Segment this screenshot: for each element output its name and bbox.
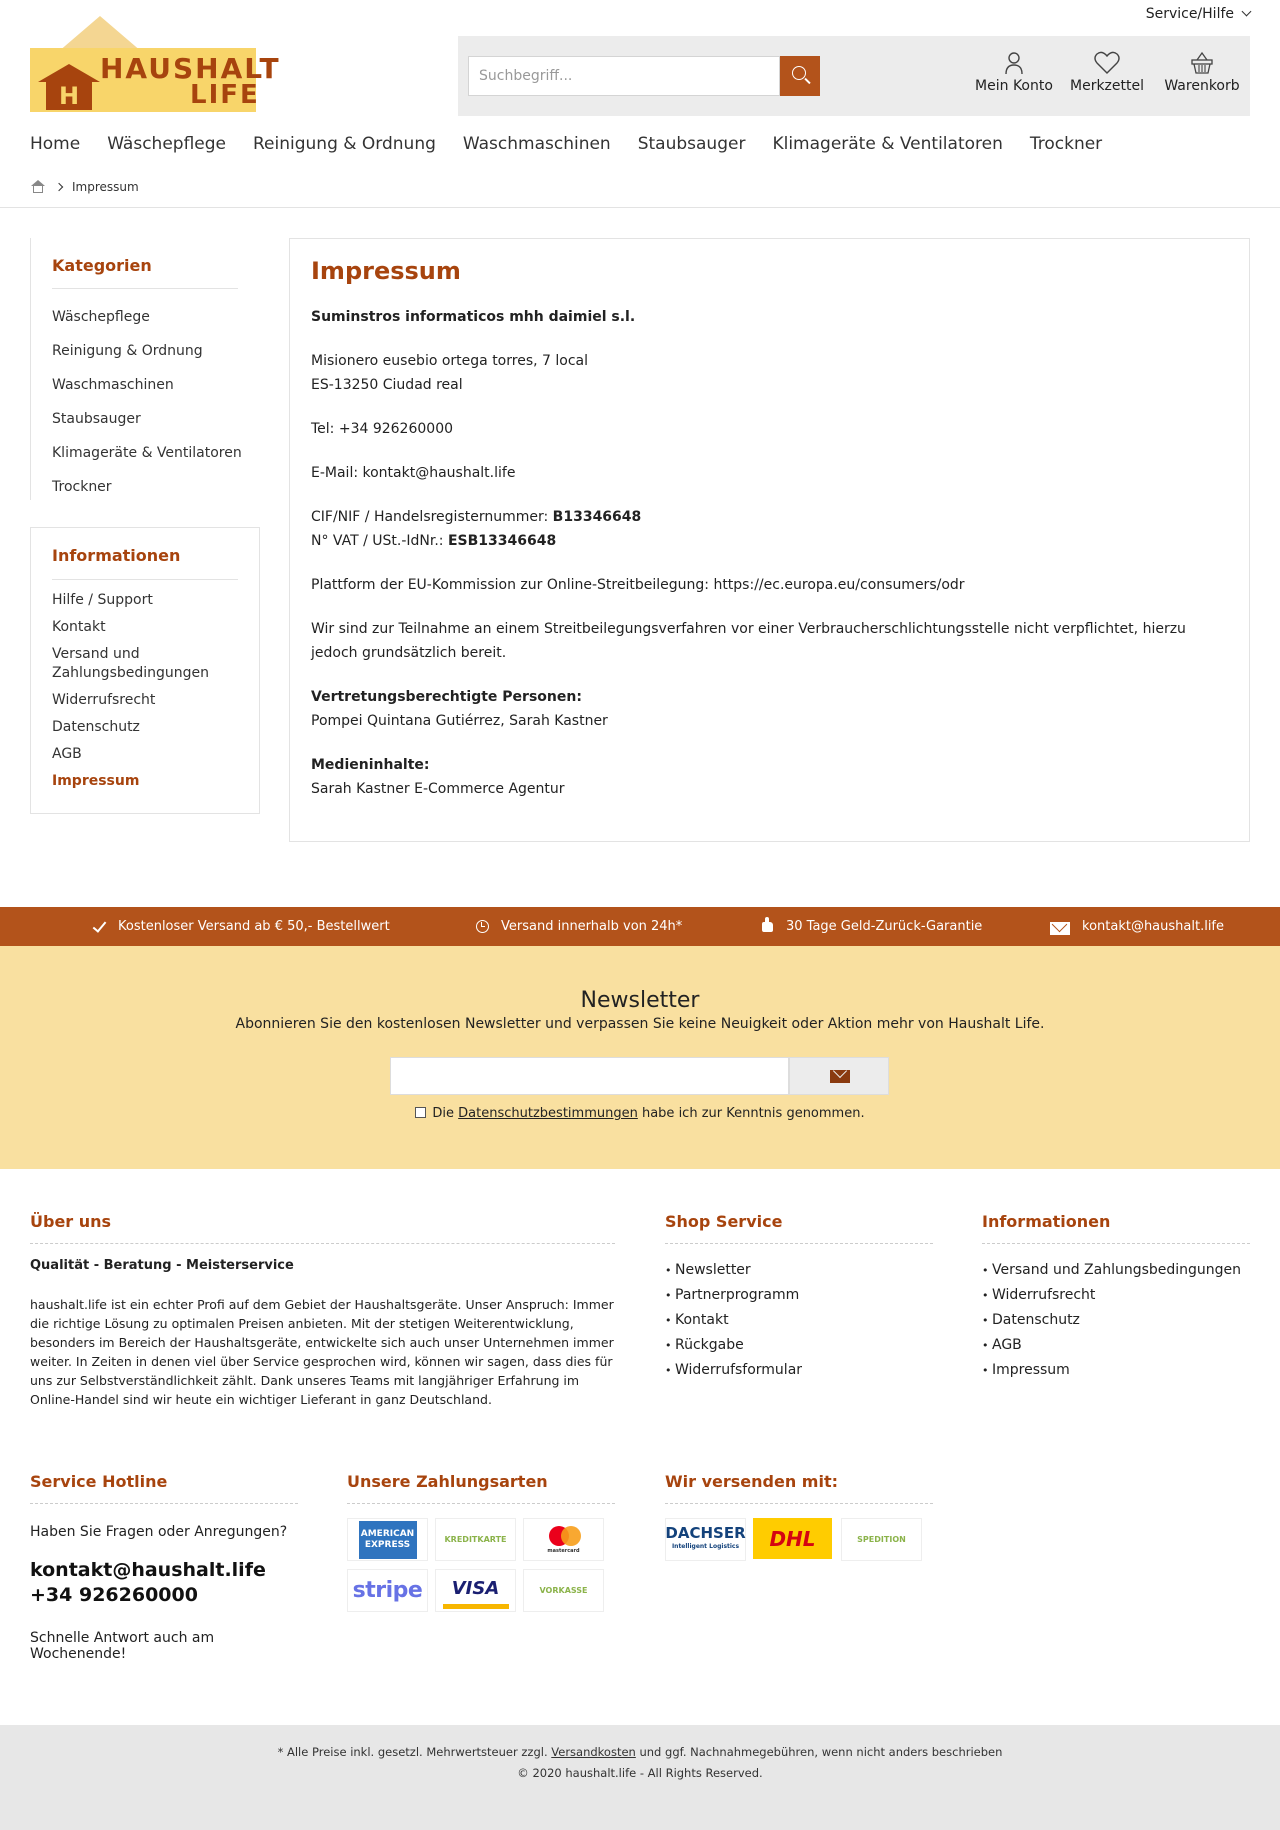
visa-logo: VISA xyxy=(435,1569,516,1612)
newsletter-email-input[interactable] xyxy=(390,1057,789,1095)
service-help-menu[interactable] xyxy=(1146,6,1250,22)
cart-button[interactable] xyxy=(1162,50,1242,94)
footer-info-heading: Informationen xyxy=(982,1212,1250,1244)
hotline-heading: Service Hotline xyxy=(30,1472,298,1504)
nav-waeschepflege[interactable]: Wäschepflege xyxy=(107,134,226,154)
home-icon[interactable] xyxy=(30,180,46,194)
payments-heading: Unsere Zahlungsarten xyxy=(347,1472,615,1504)
mastercard-logo: mastercard xyxy=(523,1518,604,1561)
footer-shipping xyxy=(665,1472,933,1561)
footer-bottom xyxy=(0,1725,1280,1830)
benefit-24h-shipping xyxy=(475,907,682,946)
footer-link-impressum[interactable]: • Impressum xyxy=(982,1358,1250,1383)
search-button[interactable] xyxy=(780,56,820,96)
benefit-money-back xyxy=(760,907,982,946)
footer-about xyxy=(30,1212,615,1409)
sidebar-item-kontakt[interactable]: Kontakt xyxy=(52,619,106,635)
newsletter-consent xyxy=(0,1106,1280,1121)
hotline-email[interactable]: kontakt@haushalt.life xyxy=(30,1559,266,1581)
divider xyxy=(52,288,238,289)
header-divider xyxy=(0,207,1280,208)
logo-text-life: LIFE xyxy=(190,80,260,110)
consent-text: Die xyxy=(432,1106,459,1121)
sidebar-item-trockner[interactable]: Trockner xyxy=(52,479,112,495)
sidebar-item-widerrufsrecht[interactable]: Widerrufsrecht xyxy=(52,692,156,708)
stripe-logo: stripe xyxy=(347,1569,428,1612)
sidebar-item-waeschepflege[interactable]: Wäschepflege xyxy=(52,309,150,325)
kreditkarte-logo: KREDITKARTE xyxy=(435,1518,516,1561)
email-text: E-Mail: kontakt@haushalt.life xyxy=(311,465,516,481)
hotline-note: Schnelle Antwort auch am Wochenende! xyxy=(30,1630,215,1662)
benefits-bar xyxy=(0,907,1280,946)
dispute-text: Wir sind zur Teilnahme an einem Streitbeilegungsverfahren vor einer Verbraucherschlichtungsstelle nicht verpflichtet, hierzu jedoch grundsätzlich bereit. xyxy=(311,621,1186,661)
vat-label: N° VAT / USt.-IdNr.: xyxy=(311,533,448,549)
categories-heading: Kategorien xyxy=(52,256,152,275)
phone-text: Tel: +34 926260000 xyxy=(311,421,454,437)
clock-icon xyxy=(475,919,491,935)
privacy-link[interactable]: Datenschutzbestimmungen xyxy=(458,1106,638,1121)
wishlist-label: Merkzettel xyxy=(1070,78,1144,94)
hotline-phone[interactable]: +34 926260000 xyxy=(30,1584,198,1606)
sidebar-item-impressum[interactable]: Impressum xyxy=(52,773,140,789)
footer-link-partnerprogramm[interactable]: • Partnerprogramm xyxy=(665,1283,933,1308)
price-notice: * Alle Preise inkl. gesetzl. Mehrwertsteuer zzgl. Versandkosten und ggf. Nachnahmegebühren, wenn nicht anders beschrieben xyxy=(277,1745,1003,1759)
newsletter-submit-button[interactable] xyxy=(789,1057,889,1095)
sidebar-item-staubsauger[interactable]: Staubsauger xyxy=(52,411,141,427)
cif-label: CIF/NIF / Handelsregisternummer: xyxy=(311,509,553,525)
newsletter-form xyxy=(390,1057,890,1095)
copyright: © 2020 haushalt.life - All Rights Reserved. xyxy=(517,1766,763,1780)
sidebar-item-versand[interactable]: Versand und Zahlungsbedingungen xyxy=(52,646,210,681)
footer-link-widerrufsformular[interactable]: • Widerrufsformular xyxy=(665,1358,933,1383)
about-lead: Qualität - Beratung - Meisterservice xyxy=(30,1258,294,1273)
sidebar-item-hilfe[interactable]: Hilfe / Support xyxy=(52,592,153,608)
newsletter-section xyxy=(0,946,1280,1169)
shipping-heading: Wir versenden mit: xyxy=(665,1472,933,1504)
search-box xyxy=(468,56,780,96)
basket-icon xyxy=(1162,50,1242,76)
nav-waschmaschinen[interactable]: Waschmaschinen xyxy=(462,134,611,154)
breadcrumb-current: Impressum xyxy=(72,180,139,194)
benefit-text: kontakt@haushalt.life xyxy=(1082,919,1225,934)
sidebar-item-reinigung[interactable]: Reinigung & Ordnung xyxy=(52,343,203,359)
sidebar-item-klimageraete[interactable]: Klimageräte & Ventilatoren xyxy=(52,445,242,461)
main-navigation xyxy=(30,134,1129,154)
hotline-question: Haben Sie Fragen oder Anregungen? xyxy=(30,1524,288,1540)
footer-link-rueckgabe[interactable]: • Rückgabe xyxy=(665,1333,933,1358)
logo-roof-shape xyxy=(58,16,142,52)
representatives-text: Pompei Quintana Gutiérrez, Sarah Kastner xyxy=(311,713,608,729)
address-line-1: Misionero eusebio ortega torres, 7 local xyxy=(311,353,588,369)
benefit-free-shipping xyxy=(92,907,390,946)
odr-text: Plattform der EU-Kommission zur Online-Streitbeilegung: https://ec.europa.eu/consumers/odr xyxy=(311,577,965,593)
envelope-icon xyxy=(830,1070,850,1083)
logo-house-icon: H xyxy=(38,64,100,110)
nav-trockner[interactable]: Trockner xyxy=(1029,134,1103,154)
sidebar-item-datenschutz[interactable]: Datenschutz xyxy=(52,719,140,735)
vorkasse-logo: VORKASSE xyxy=(523,1569,604,1612)
footer-link-newsletter[interactable]: • Newsletter xyxy=(665,1258,933,1283)
footer-payments xyxy=(347,1472,615,1612)
impressum-content xyxy=(289,238,1250,842)
vat-value: ESB13346648 xyxy=(447,533,557,549)
footer-link-kontakt[interactable]: • Kontakt xyxy=(665,1308,933,1333)
breadcrumb xyxy=(30,180,139,194)
media-heading: Medieninhalte: xyxy=(311,757,430,773)
media-text: Sarah Kastner E-Commerce Agentur xyxy=(311,781,565,797)
amex-logo: AMERICAN EXPRESS xyxy=(347,1518,428,1561)
envelope-icon xyxy=(1050,919,1072,935)
about-text: haushalt.life ist ein echter Profi auf dem Gebiet der Haushaltsgeräte. Unser Anspruch: Immer die richtige Lösung zu optimalen Preisen anbieten. Mit der stetigen Weiterentwicklung, besonders im Bereich der Haushaltsgeräte, entwickelte sich auch unser Unternehmen immer weiter. In Zeiten in denen viel über Service gesprochen wird, können wir sagen, dass dies für uns zur Selbstverständlichkeit zählt. Dank unseres Teams mit langjähriger Erfahrung im Online-Handel sind wir heute ein wichtiger Lieferant in ganz Deutschland. xyxy=(30,1297,614,1407)
informationen-heading: Informationen xyxy=(52,546,181,565)
sidebar-informationen xyxy=(30,527,260,814)
page-title: Impressum xyxy=(311,257,461,285)
consent-text: habe ich zur Kenntnis genommen. xyxy=(637,1106,865,1121)
benefit-text: 30 Tage Geld-Zurück-Garantie xyxy=(786,919,983,934)
chevron-down-icon xyxy=(1242,7,1252,17)
heart-icon xyxy=(1064,50,1150,76)
address-line-2: ES-13250 Ciudad real xyxy=(311,377,463,393)
representatives-heading: Vertretungsberechtigte Personen: xyxy=(311,689,582,705)
footer-link-versand[interactable]: • Versand und Zahlungsbedingungen xyxy=(982,1258,1250,1283)
sidebar-item-agb[interactable]: AGB xyxy=(52,746,82,762)
nav-staubsauger[interactable]: Staubsauger xyxy=(637,134,746,154)
sidebar-categories xyxy=(30,238,260,500)
benefit-text: Kostenloser Versand ab € 50,- Bestellwert xyxy=(118,919,390,934)
versandkosten-link[interactable]: Versandkosten xyxy=(551,1745,636,1759)
service-help-label: Service/Hilfe xyxy=(1145,6,1234,22)
checkmark-icon xyxy=(92,919,108,935)
footer-informationen xyxy=(982,1212,1250,1383)
sidebar-item-waschmaschinen[interactable]: Waschmaschinen xyxy=(52,377,174,393)
cart-label: Warenkorb xyxy=(1164,78,1240,94)
wishlist-button[interactable] xyxy=(1064,50,1150,94)
footer-link-widerrufsrecht[interactable]: • Widerrufsrecht xyxy=(982,1283,1250,1308)
footer-hotline xyxy=(30,1472,298,1662)
search-input[interactable] xyxy=(469,57,739,95)
divider xyxy=(52,579,238,580)
consent-checkbox[interactable] xyxy=(415,1107,426,1118)
dhl-logo: DHL xyxy=(753,1518,832,1559)
footer-link-agb[interactable]: • AGB xyxy=(982,1333,1250,1358)
nav-reinigung-ordnung[interactable]: Reinigung & Ordnung xyxy=(253,134,436,154)
about-heading: Über uns xyxy=(30,1212,615,1244)
thumbs-up-icon xyxy=(760,919,776,935)
footer-shop-service xyxy=(665,1212,933,1383)
footer-link-datenschutz[interactable]: • Datenschutz xyxy=(982,1308,1250,1333)
newsletter-subtitle: Abonnieren Sie den kostenlosen Newsletter und verpassen Sie keine Neuigkeit oder Aktion mehr von Haushalt Life. xyxy=(235,1016,1045,1032)
shop-service-heading: Shop Service xyxy=(665,1212,933,1244)
logo-text-haushalt: HAUSHALT xyxy=(100,52,281,85)
cif-value: B13346648 xyxy=(552,509,642,525)
account-label: Mein Konto xyxy=(975,78,1053,94)
newsletter-title: Newsletter xyxy=(580,988,700,1013)
site-logo[interactable] xyxy=(30,16,281,112)
benefit-text: Versand innerhalb von 24h* xyxy=(501,919,683,934)
user-icon xyxy=(972,50,1056,76)
header-bar xyxy=(458,36,1250,116)
dachser-logo: DACHSER Intelligent Logistics xyxy=(665,1518,746,1561)
nav-home[interactable]: Home xyxy=(30,134,81,154)
company-name: Suminstros informaticos mhh daimiel s.l. xyxy=(311,309,636,325)
spedition-logo: SPEDITION xyxy=(841,1518,922,1561)
nav-klimageraete[interactable]: Klimageräte & Ventilatoren xyxy=(772,134,1003,154)
chevron-right-icon xyxy=(55,183,63,191)
account-button[interactable] xyxy=(972,50,1056,94)
benefit-contact-email[interactable] xyxy=(1050,907,1224,946)
